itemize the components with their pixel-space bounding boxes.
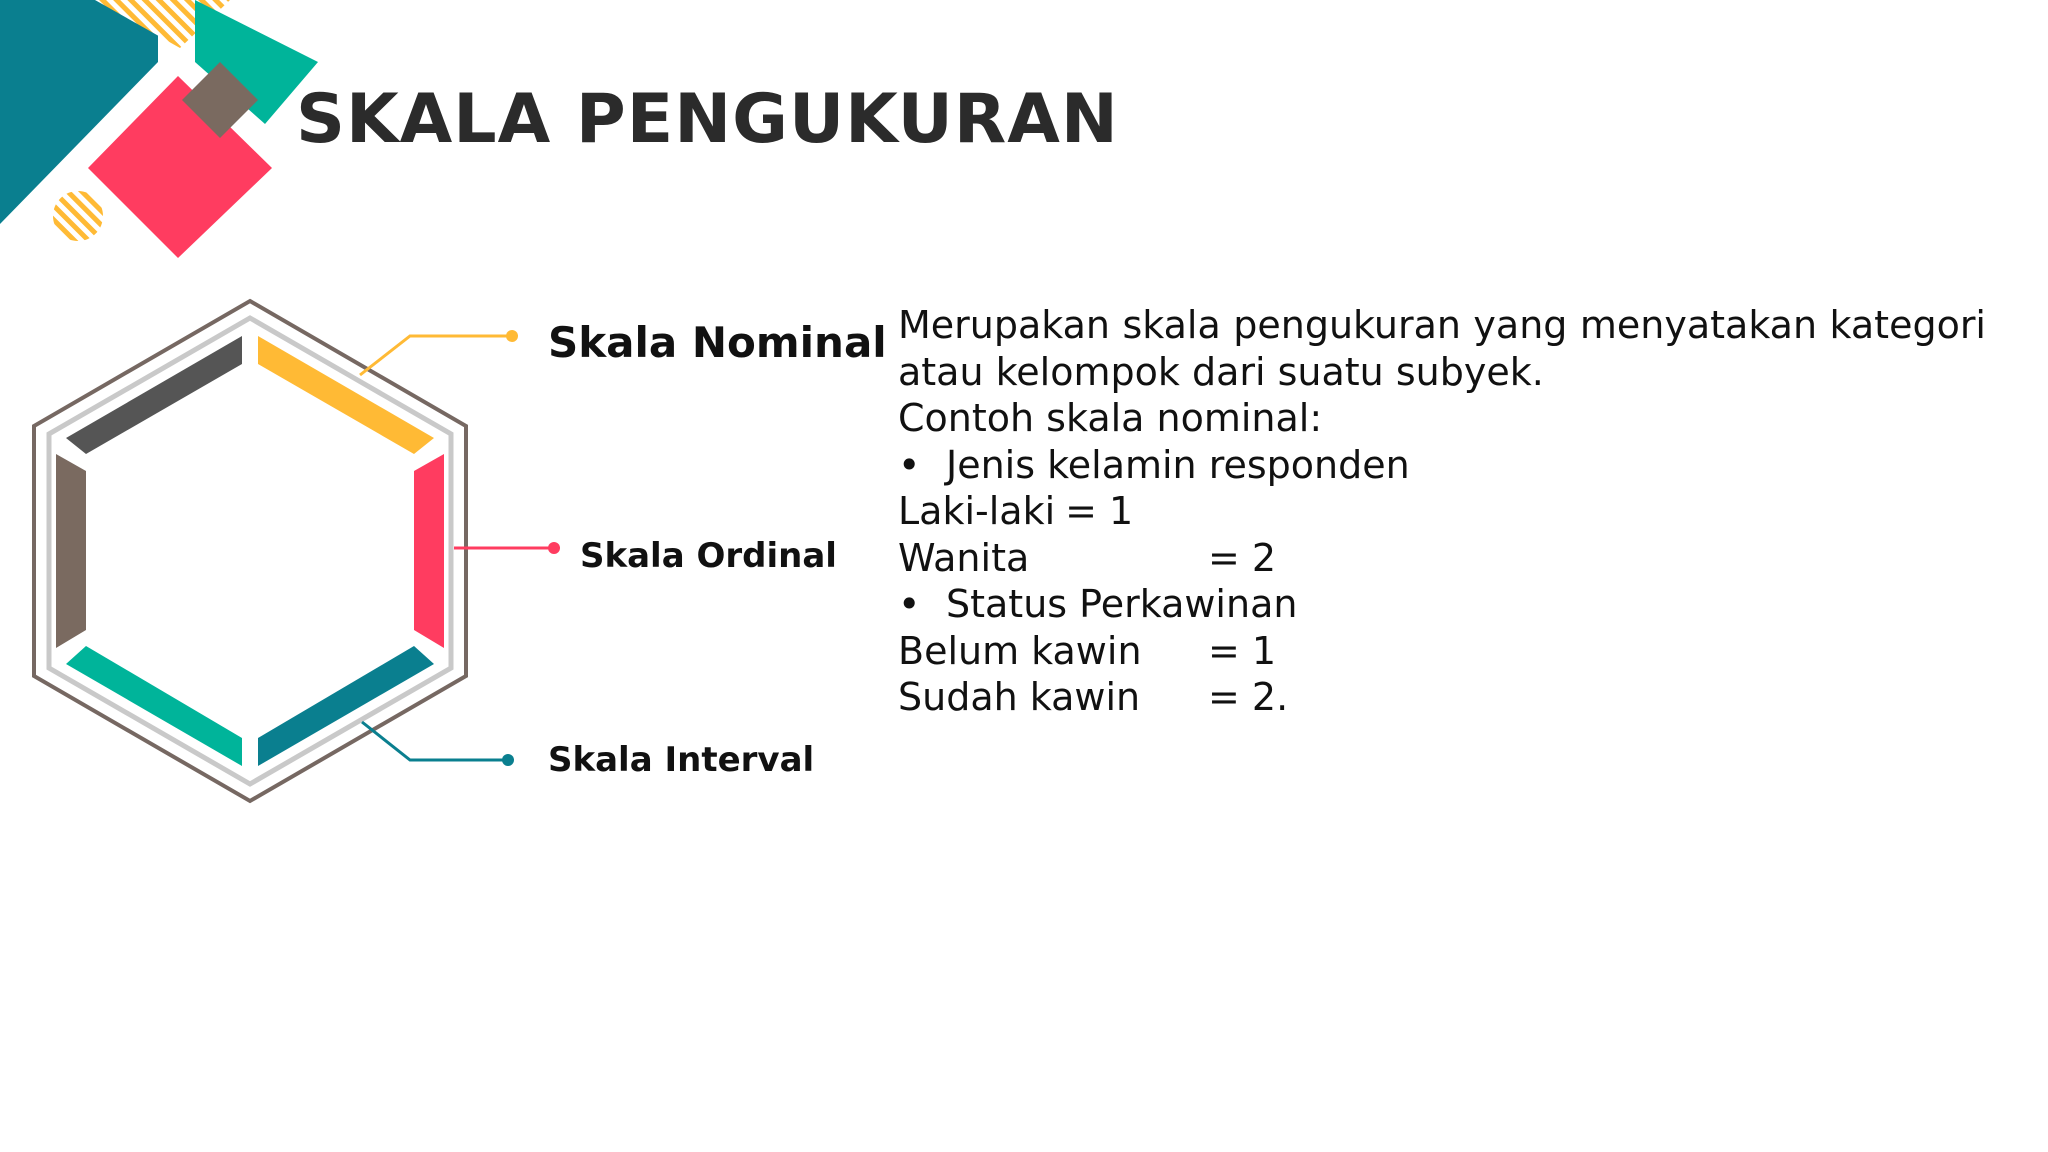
example-row-key: Laki-laki [898,489,1056,533]
hexagon-segment-green [66,646,242,766]
example-row [898,488,1986,535]
example-row-key: Wanita [898,535,1030,580]
connector-ordinal-dot [548,542,560,554]
description-intro: Merupakan skala pengukuran yang menyatakan kategori atau kelompok dari suatu subyek. [898,303,1986,394]
connector-nominal-dot [506,330,518,342]
example-row [898,674,1986,721]
label-skala-interval: Skala Interval [548,740,815,780]
example-bullet-marital: • Status Perkawinan [898,581,1986,628]
hexagon-diagram [30,296,470,806]
yellow-striped-circle [53,191,103,241]
hexagon-segment-yellow [258,336,434,454]
nominal-description [898,302,1986,721]
example-row-value: = 2. [1208,675,1289,719]
label-skala-nominal: Skala Nominal [548,318,887,367]
connector-interval-dot [502,754,514,766]
example-row-key: Sudah kawin [898,675,1141,719]
label-skala-ordinal: Skala Ordinal [580,536,837,576]
example-row-key: Belum kawin [898,628,1142,673]
example-row-value: = 2 [1208,535,1277,580]
example-row-value: = 1 [1065,489,1134,533]
hexagon-inner-outline [49,318,451,784]
hexagon-segment-teal [258,646,434,766]
hexagon-segment-brown [56,454,86,648]
slide-title: SKALA PENGUKURAN [296,80,1119,159]
example-row-value: = 1 [1208,628,1277,673]
corner-decoration [0,0,340,270]
hexagon-segment-gray [66,336,242,454]
hexagon-segment-pink [414,454,444,648]
example-row [898,535,1986,582]
example-bullet-gender: • Jenis kelamin responden [898,442,1986,489]
example-heading: Contoh skala nominal: [898,396,1323,440]
hexagon-outer-outline [34,301,466,801]
example-row [898,628,1986,675]
